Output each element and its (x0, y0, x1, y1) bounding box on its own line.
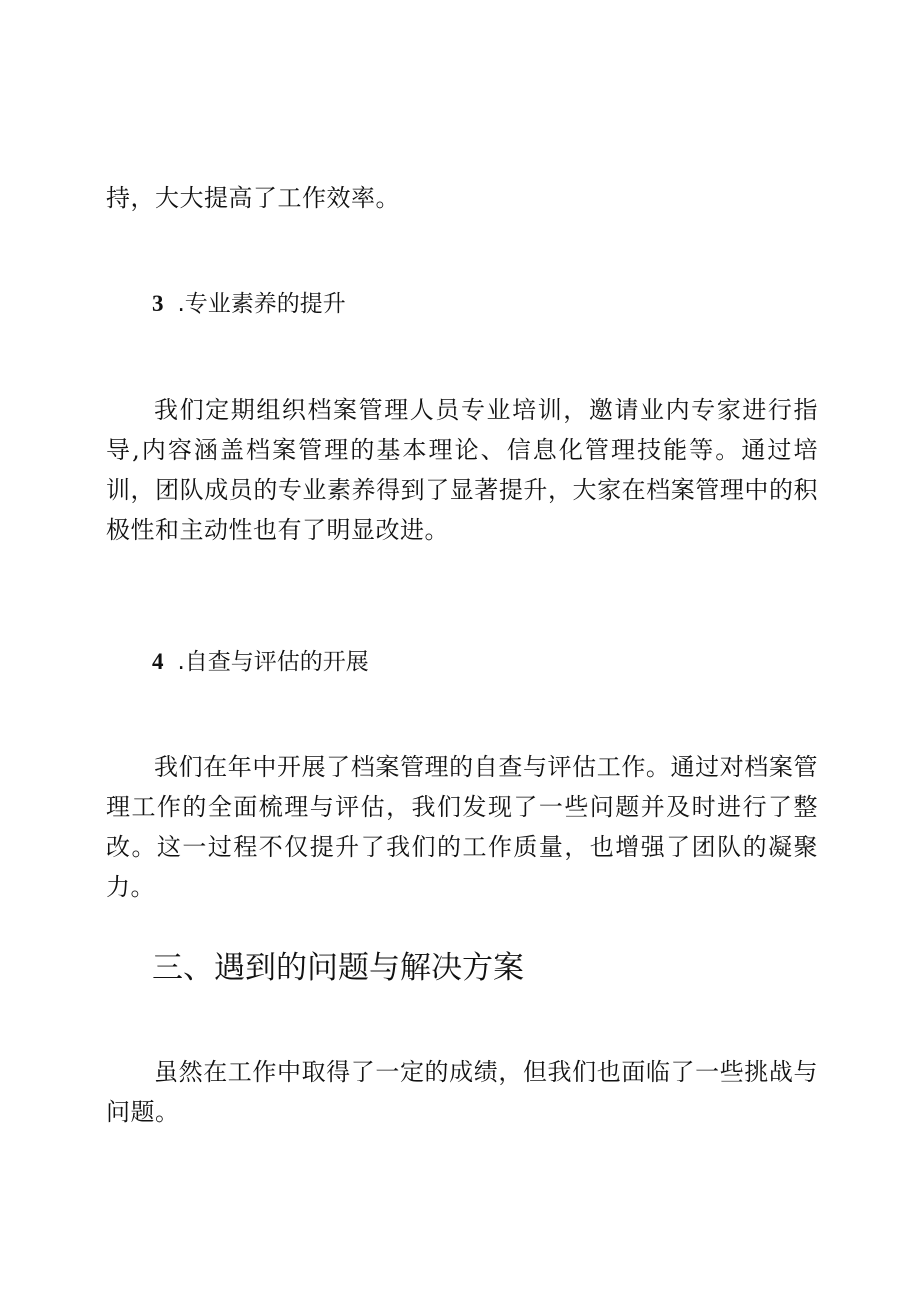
subsection-number-4: 4 (152, 649, 164, 674)
continuation-paragraph: 持，大大提高了工作效率。 (106, 184, 400, 212)
subsection-title-3: .专业素养的提升 (177, 291, 346, 317)
subsection-heading-3 (152, 288, 346, 320)
subsection-heading-4 (152, 646, 369, 678)
subsection-title-4: .自查与评估的开展 (177, 649, 369, 675)
section-heading-3: 三、遇到的问题与解决方案 (152, 950, 524, 986)
subsection-number-3: 3 (152, 291, 164, 316)
section-3-paragraph: 虽然在工作中取得了一定的成绩，但我们也面临了一些挑战与问题。 (106, 1058, 818, 1126)
subsection-4-paragraph: 我们在年中开展了档案管理的自查与评估工作。通过对档案管理工作的全面梳理与评估，我们发现了一些问题并及时进行了整改。这一过程不仅提升了我们的工作质量，也增强了团队的凝聚力。 (106, 753, 818, 901)
subsection-3-paragraph: 我们定期组织档案管理人员专业培训，邀请业内专家进行指导,内容涵盖档案管理的基本理论、信息化管理技能等。通过培训，团队成员的专业素养得到了显著提升，大家在档案管理中的积极性和主动性也有了明显改进。 (106, 396, 818, 544)
